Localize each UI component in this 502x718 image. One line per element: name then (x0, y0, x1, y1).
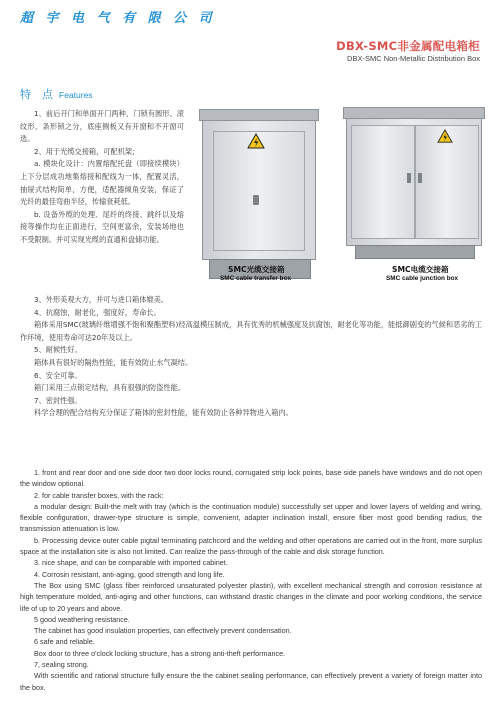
feature-paragraph: 箱体采用SMC(玻璃纤维增强不饱和聚酯塑料)经高温模压制成，具有优秀的机械强度及抗腐蚀，耐老化等功能，能抵御剧变的气候和恶劣的工作环境，使用寿命可达20年及以上。 (20, 320, 482, 342)
feature-paragraph-en: 1. front and rear door and one side door two door locks round, corrugated strip lock points, base side panels have windows and do not open the window optional. (20, 468, 482, 489)
feature-paragraph-en: The cabinet has good insulation properties, can effectively prevent condensation. (34, 626, 292, 636)
feature-paragraph-en: 6 safe and reliable. (34, 637, 95, 647)
cable-junction-box-image (346, 116, 482, 246)
feature-paragraph: b. 设备外缆的处理、尾纤的终接、跳纤以及熔接等操作均在正面进行，空间更富余，安装场地也不受限制。并可实现光缆的直通和盘储功能。 (20, 209, 184, 244)
feature-paragraph-en: 2. for cable transfer boxes, with the rack: (34, 490, 164, 500)
feature-paragraph-en: 5 good weathering resistance. (34, 614, 130, 624)
feature-paragraph: a. 模块化设计：内置熔配托盘（即接续模块）上下分层成功地集熔接和配线为一体，配置灵活，抽屉式结构简单，方便，适配器倾角安装，保证了光纤的最佳弯曲半径，传输衰耗低。 (20, 159, 184, 207)
feature-paragraph: 6、安全可靠。 (34, 370, 82, 380)
features-full-en (20, 467, 482, 693)
feature-paragraph: 5、耐候性好。 (34, 345, 82, 355)
product-title-en: DBX-SMC Non-Metallic Distribution Box (347, 54, 480, 63)
feature-paragraph-en: 7, sealing strong. (34, 660, 89, 670)
feature-paragraph: 2、用于光缆交接箱，可配机架； (34, 146, 140, 156)
feature-paragraph: 3、外形美观大方，并可与进口箱体媲美。 (34, 295, 168, 304)
photo-caption-en: SMC cable transfer box (220, 275, 292, 282)
feature-paragraph-en: The Box using SMC (glass fiber reinforced unsaturated polyester plastin), with excellent mechanical strength and corrosion resistance at high temperature molded, anti-aging and other functions, can withstand drastic changes in the climate and poor working conditions, the service life of up to 20 years and above. (20, 580, 482, 613)
feature-paragraph: 7、密封性强。 (34, 395, 82, 405)
feature-paragraph-en: 4. Corrosin resistant, anti-aging, good strength and long life. (34, 569, 225, 579)
feature-paragraph: 箱门采用三点锁定结构，具有很强的防盗性能。 (34, 383, 185, 393)
product-title-cn: DBX-SMC非金属配电箱柜 (336, 39, 480, 53)
feature-paragraph-en: Box door to three o'clock locking structure, has a strong anti-theft performance. (34, 648, 286, 658)
photo-caption-cn: SMC电缆交接箱 (392, 265, 449, 274)
feature-paragraph-en: With scientific and rational structure fully ensure the the cabinet sealing performance, can effectively prevent a variety of foreign matter into the box. (20, 671, 482, 692)
warning-icon (247, 133, 265, 149)
features-heading (20, 86, 93, 102)
features-column (20, 108, 184, 247)
feature-paragraph: 箱体具有很好的隔热性能，能有效防止水气凝结。 (34, 357, 193, 367)
feature-paragraph: 科学合理的配合结构充分保证了箱体的密封性能，能有效防止各种异物进入箱内。 (34, 408, 293, 418)
product-photo (198, 98, 486, 290)
feature-paragraph-en: a modular design: Built-the melt with tray (which is the continuation module) successfully set upper and lower layers of welding and wiring, flexible configuration, drawer-type structure is simple, convenient, adapter inclination install, ensure fiber most good bending radius, the transmission attenuation is low. (20, 501, 482, 534)
features-full-cn (20, 294, 482, 420)
feature-paragraph: 1、前后开门和单面开门两种，门锁有圆形、滚纹形、条形锁之分，底座侧板又有开窗和不开窗可选。 (20, 109, 184, 144)
features-heading-en: Features (59, 90, 93, 100)
cable-transfer-box-image (202, 118, 316, 260)
warning-icon (437, 129, 453, 143)
feature-paragraph: 4、抗腐蚀，耐老化，强度好，寿命长。 (34, 307, 161, 317)
feature-paragraph-en: 3. nice shape, and can be comparable with imported cabinet. (34, 558, 228, 568)
photo-caption-en: SMC cable junction box (386, 275, 459, 282)
feature-paragraph-en: b. Processing device outer cable pigtail terminating patchcord and the welding and other operations are carried out in the front, more surplus space at the installation site is also not limited. Can realize the pass-through of the cable and disk storage function. (20, 535, 482, 557)
features-heading-cn: 特 点 (20, 88, 53, 101)
company-name: 超 宇 电 气 有 限 公 司 (20, 11, 216, 26)
photo-caption-cn: SMC光缆交接箱 (228, 265, 285, 274)
